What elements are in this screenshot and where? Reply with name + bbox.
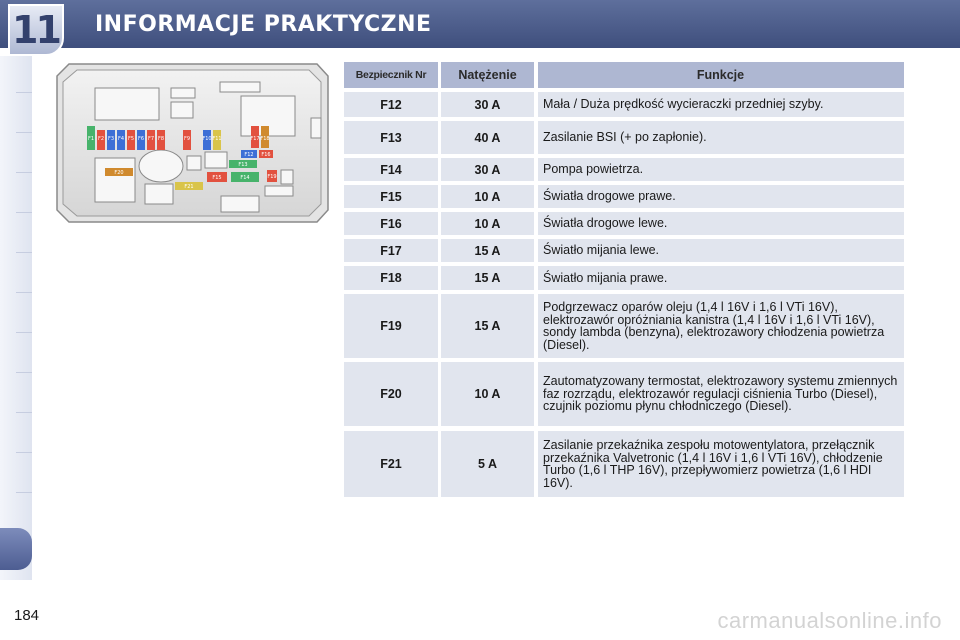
fuse-label: F14 (240, 175, 250, 181)
fuse-label: F11 (212, 136, 222, 142)
fuse-box-diagram (55, 62, 330, 224)
tab-divider (16, 412, 32, 413)
table-row (344, 121, 904, 154)
fuse-function: Zasilanie BSI (+ po zapłonie). (538, 121, 904, 154)
fuse-label: F7 (147, 136, 155, 142)
fuse-function: Podgrzewacz oparów oleju (1,4 l 16V i 1,6 l VTi 16V), elektrozawór opróżniania kanistra (1,4 l 16V i 1,6 l VTi 16V), sondy lambda (benzyna), elektrozawory chłodzenia powietrza (Diesel). (538, 294, 904, 358)
fuse-label: F12 (244, 152, 254, 158)
fuse-amperage: 30 A (441, 158, 534, 181)
fuse-number: F13 (344, 121, 438, 154)
fuse-amperage: 10 A (441, 212, 534, 235)
column-header-fuse: Bezpiecznik Nr (344, 62, 438, 88)
tab-divider (16, 292, 32, 293)
tab-divider (16, 332, 32, 333)
fuse-number: F16 (344, 212, 438, 235)
fuse-label: F17 (250, 136, 260, 142)
fuse-amperage: 15 A (441, 239, 534, 262)
fuse-number: F18 (344, 266, 438, 290)
column-header-function: Funkcje (538, 62, 904, 88)
tab-divider (16, 172, 32, 173)
fuse-label: F20 (114, 170, 124, 176)
fuse-number: F17 (344, 239, 438, 262)
watermark: carmanualsonline.info (717, 608, 942, 633)
fuse-label: F15 (212, 175, 222, 181)
fuse-amperage: 5 A (441, 431, 534, 497)
chapter-tab-rail (0, 56, 32, 580)
fuse-amperage: 10 A (441, 185, 534, 208)
fuse-label: F2 (97, 136, 105, 142)
tab-divider (16, 452, 32, 453)
fuse-label: F6 (137, 136, 145, 142)
fuse-label: F16 (261, 152, 271, 158)
fuse-amperage: 10 A (441, 362, 534, 426)
fuse-label: F10 (202, 136, 212, 142)
fuse-number: F20 (344, 362, 438, 426)
fuse-function: Światło mijania lewe. (538, 239, 904, 262)
fuse-number: F19 (344, 294, 438, 358)
column-header-amperage: Natężenie (441, 62, 534, 88)
fuse-label: F3 (107, 136, 115, 142)
tab-divider (16, 132, 32, 133)
fuse-amperage: 15 A (441, 294, 534, 358)
fuse-function: Światła drogowe prawe. (538, 185, 904, 208)
tab-divider (16, 212, 32, 213)
fuse-label: F19 (267, 174, 277, 180)
fuse-number: F15 (344, 185, 438, 208)
table-row (344, 185, 904, 208)
fuse-number: F14 (344, 158, 438, 181)
table-row (344, 212, 904, 235)
table-header-row (344, 62, 904, 88)
table-row (344, 294, 904, 358)
table-row (344, 266, 904, 290)
fuse-function: Światła drogowe lewe. (538, 212, 904, 235)
fuse-label: F18 (260, 136, 270, 142)
fuse-function: Zasilanie przekaźnika zespołu motowentylatora, przełącznik przekaźnika Valvetronic (1,4 l 16V i 1,6 l VTi 16V), chłodzenie Turbo (1,6 l THP 16V), przepływomierz powietrza (1,6 l HDI 16V). (538, 431, 904, 497)
fuse-amperage: 15 A (441, 266, 534, 290)
fuse-function: Zautomatyzowany termostat, elektrozawory systemu zmiennych faz rozrządu, elektrozawór regulacji ciśnienia Turbo (Diesel), czujnik poziomu płynu chłodniczego (Diesel). (538, 362, 904, 426)
fuse-label: F4 (117, 136, 125, 142)
fuse-amperage: 40 A (441, 121, 534, 154)
page-title: INFORMACJE PRAKTYCZNE (95, 12, 432, 37)
page-number: 184 (14, 607, 40, 624)
fuse-function: Światło mijania prawe. (538, 266, 904, 290)
fuse-label: F1 (87, 136, 95, 142)
table-row (344, 431, 904, 497)
table-row (344, 92, 904, 117)
fuse-label: F8 (157, 136, 165, 142)
tab-divider (16, 92, 32, 93)
table-row (344, 158, 904, 181)
fuse-amperage: 30 A (441, 92, 534, 117)
fuse-label: F21 (184, 184, 194, 190)
chapter-number: 11 (12, 8, 59, 52)
tab-divider (16, 372, 32, 373)
table-row (344, 362, 904, 426)
active-chapter-tab[interactable] (0, 528, 32, 570)
fuse-function: Pompa powietrza. (538, 158, 904, 181)
fuse-number: F12 (344, 92, 438, 117)
fuse-label: F5 (127, 136, 135, 142)
fuse-label: F13 (238, 162, 248, 168)
table-row (344, 239, 904, 262)
tab-divider (16, 492, 32, 493)
tab-divider (16, 252, 32, 253)
fuse-function: Mała / Duża prędkość wycieraczki przedniej szyby. (538, 92, 904, 117)
fuse-label: F9 (183, 136, 191, 142)
fuse-number: F21 (344, 431, 438, 497)
